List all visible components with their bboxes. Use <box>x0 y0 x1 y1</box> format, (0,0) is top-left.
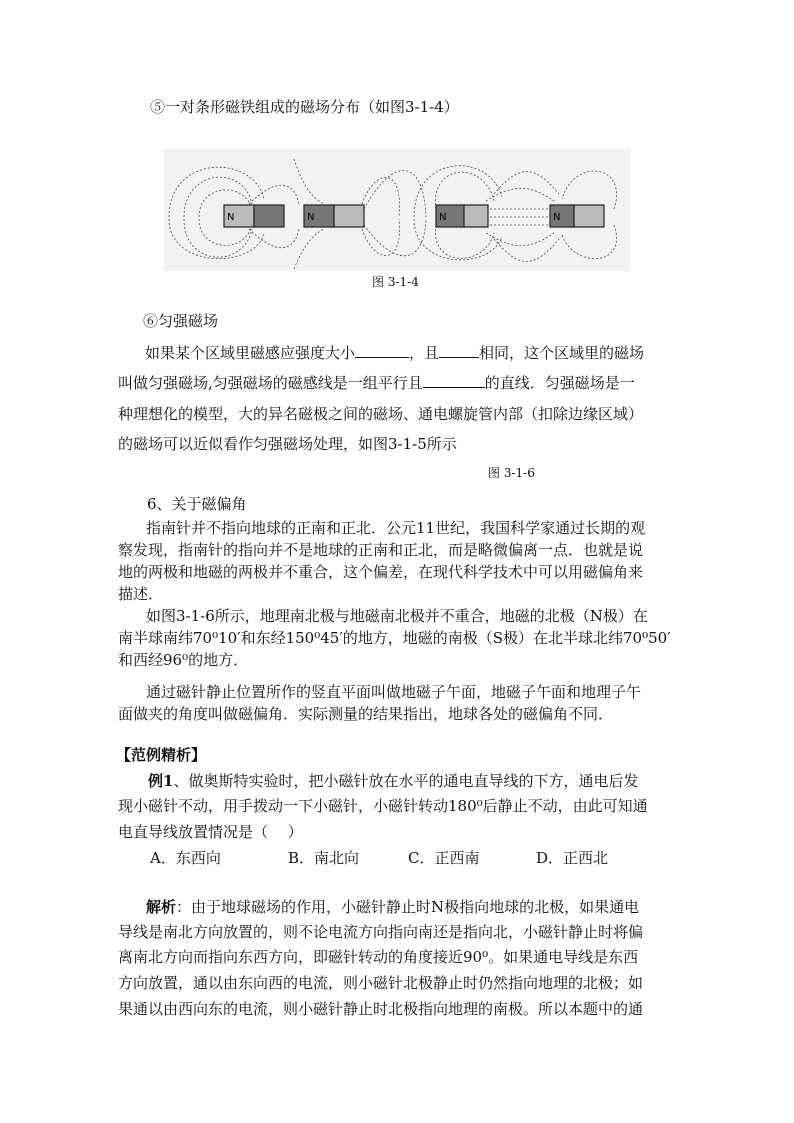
uniform-field-line-1 <box>145 343 644 363</box>
declination-para2-line2: 南半球南纬70⁰10′和东经150⁰45′的地方，地磁的南极（S极）在北半球北纬70⁰50′ <box>118 629 671 647</box>
text: 叫做匀强磁场,匀强磁场的磁感线是一组平行且 <box>118 374 423 392</box>
declination-para3-line1: 通过磁针静止位置所作的竖直平面叫做地磁子午面，地磁子午面和地理子午 <box>146 683 642 701</box>
fill-blank <box>355 343 409 358</box>
uniform-field-line-2 <box>118 373 635 393</box>
declination-para2-line3: 和西经96⁰的地方． <box>118 651 249 669</box>
declination-heading: 6、关于磁偏角 <box>147 495 247 513</box>
analysis-line5: 果通以由西向东的电流，则小磁针静止时北极指向地理的南极。所以本题中的通 <box>118 1000 644 1018</box>
text: 的直线．匀强磁场是一 <box>484 374 635 392</box>
text: ，且 <box>409 344 440 362</box>
examples-heading: 【范例精析】 <box>116 746 207 764</box>
magnet-label-n-3: N <box>439 212 447 223</box>
analysis-line1 <box>146 897 639 917</box>
declination-para2-line1: 如图3-1-6所示，地理南北极与地磁南北极并不重合，地磁的北极（N极）在 <box>146 607 648 625</box>
magnet-label-n-1: N <box>227 212 235 223</box>
uniform-field-heading: ⑥匀强磁场 <box>143 312 219 330</box>
option-c: C．正西南 <box>408 849 480 867</box>
example1-line1 <box>148 771 638 791</box>
example1-line3: 电直导线放置情况是（ ） <box>118 823 303 841</box>
magnet-label-n-2: N <box>307 212 315 223</box>
figure-caption-3-1-6: 图 3-1-6 <box>488 466 535 480</box>
fill-blank <box>439 343 479 358</box>
option-a: A．东西向 <box>150 849 221 867</box>
text: ：由于地球磁场的作用，小磁针静止时N极指向地球的北极，如果通电 <box>176 898 640 916</box>
section5-heading: ⑤一对条形磁铁组成的磁场分布（如图3-1-4） <box>150 98 459 116</box>
magnet-field-figure <box>164 149 630 271</box>
uniform-field-line-3: 种理想化的模型，大的异名磁极之间的磁场、通电螺旋管内部（扣除边缘区域） <box>118 405 644 423</box>
analysis-line3: 离南北方向而指向东西方向，即磁针转动的角度接近90⁰。如果通电导线是东西 <box>118 948 639 966</box>
option-d: D．正西北 <box>536 849 609 867</box>
text: 、做奥斯特实验时，把小磁针放在水平的通电直导线的下方，通电后发 <box>173 772 639 790</box>
analysis-line4: 方向放置，通以由东向西的电流，则小磁针北极静止时仍然指向地理的北极；如 <box>118 974 644 992</box>
option-b: B．南北向 <box>288 849 360 867</box>
figure-caption-3-1-4: 图 3-1-4 <box>372 275 419 289</box>
declination-para1-line2: 察发现，指南针的指向并不是地球的正南和正北，而是略微偏离一点．也就是说 <box>118 541 644 559</box>
analysis-label: 解析 <box>146 898 177 916</box>
text: 相同，这个区域里的磁场 <box>479 344 645 362</box>
uniform-field-line-4: 的磁场可以近似看作匀强磁场处理，如图3-1-5所示 <box>118 435 457 453</box>
text: 如果某个区域里磁感应强度大小 <box>145 344 356 362</box>
declination-para1-line1: 指南针并不指向地球的正南和正北．公元11世纪，我国科学家通过长期的观 <box>146 519 646 537</box>
declination-para1-line4: 描述． <box>118 585 164 603</box>
fill-blank <box>423 373 485 388</box>
declination-para3-line2: 面做夹的角度叫做磁偏角．实际测量的结果指出，地球各处的磁偏角不同． <box>118 705 614 723</box>
declination-para1-line3: 地的两极和地磁的两极并不重合，这个偏差，在现代科学技术中可以用磁偏角来 <box>118 563 644 581</box>
analysis-line2: 导线是南北方向放置的，则不论电流方向指向南还是指向北，小磁针静止时将偏 <box>118 923 644 941</box>
magnet-label-n-4: N <box>553 212 561 223</box>
example1-label: 例1 <box>148 772 174 790</box>
example1-line2: 现小磁针不动，用手拨动一下小磁针，小磁针转动180⁰后静止不动，由此可知通 <box>118 797 648 815</box>
